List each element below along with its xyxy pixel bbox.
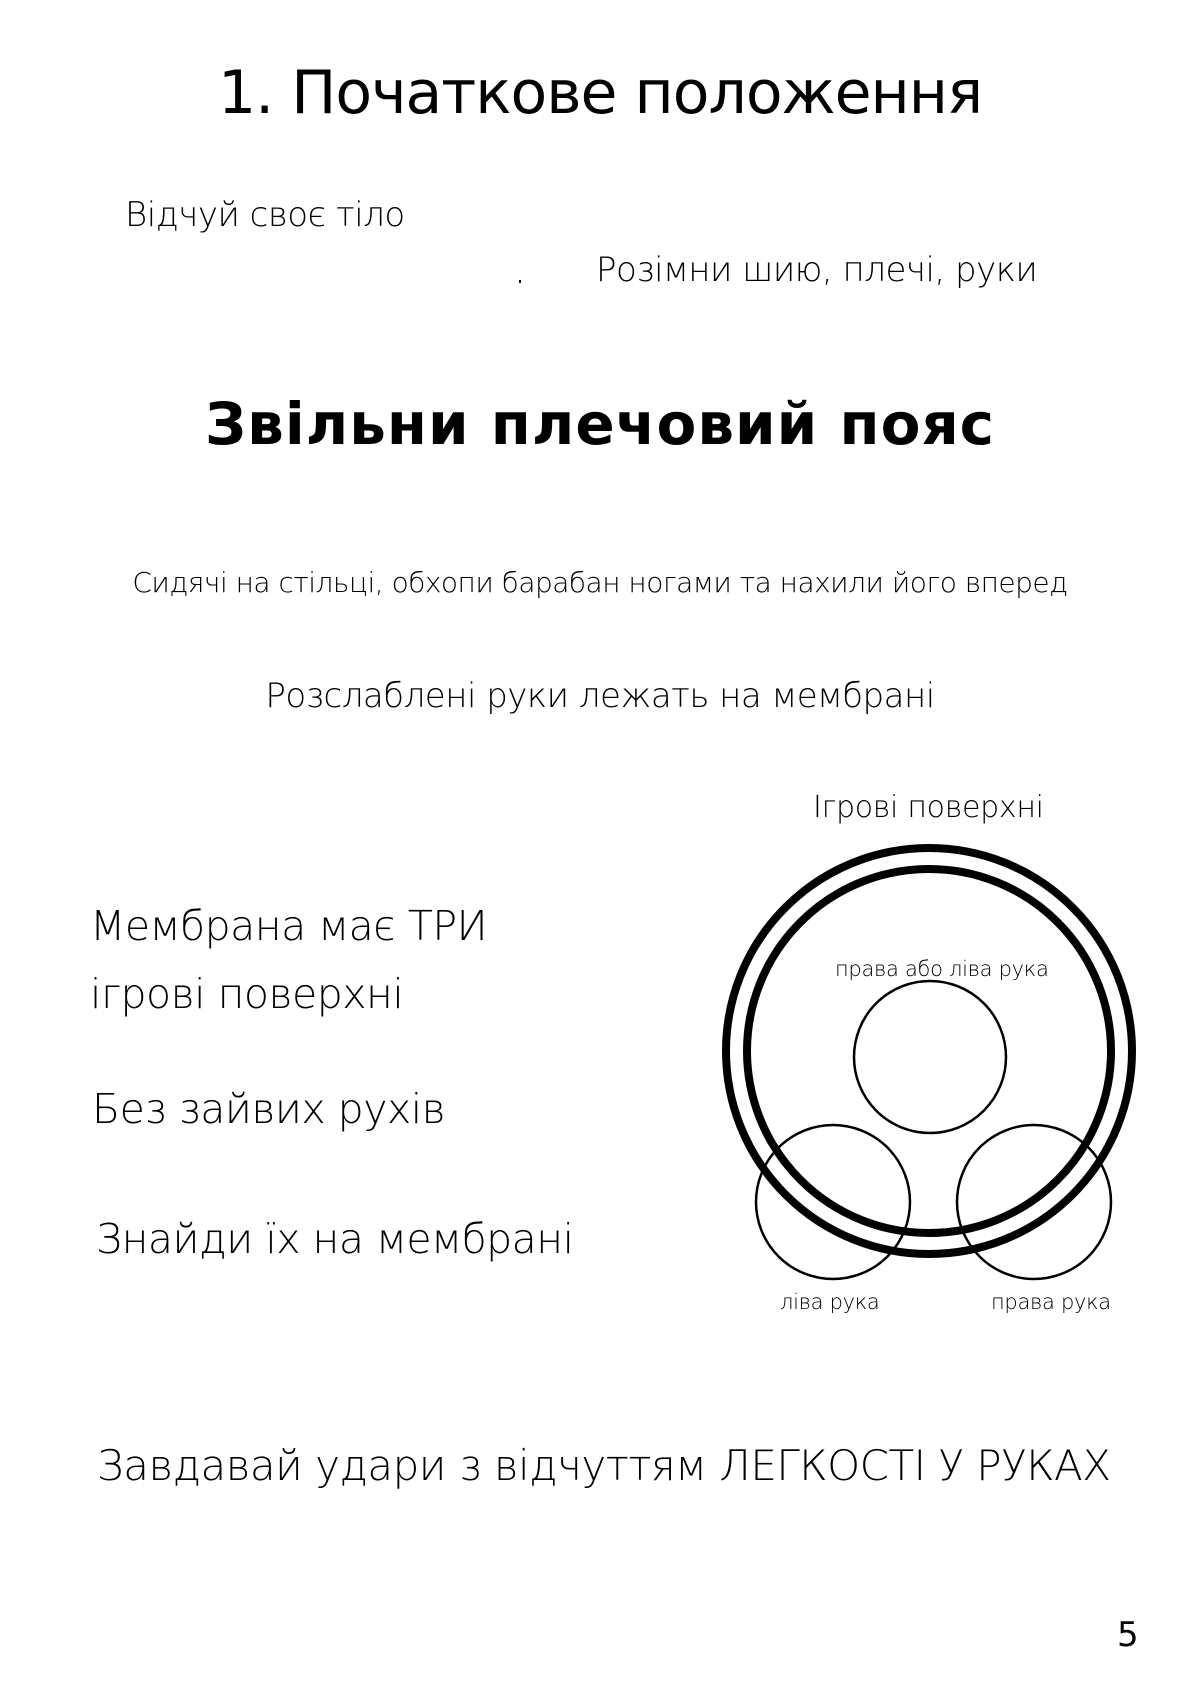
membrane-three-surfaces-text <box>90 892 487 1028</box>
right-surface-label: права рука <box>991 1290 1111 1314</box>
find-on-membrane-text: Знайди їх на мембрані <box>96 1215 574 1263</box>
center-surface-circle <box>854 981 1006 1133</box>
page-number: 5 <box>1117 1615 1139 1655</box>
stretch-text: Розімни шию, плечі, руки <box>596 250 1038 290</box>
drum-membrane-drawing <box>720 790 1150 1320</box>
strike-lightly-text: Завдавай удари з відчуттям ЛЕГКОСТІ У РУКАХ <box>97 1441 1111 1490</box>
page-title: 1. Початкове положення <box>217 58 983 128</box>
center-surface-label: права або ліва рука <box>835 957 1049 981</box>
left-surface-label: ліва рука <box>780 1290 880 1314</box>
drum-surfaces-diagram <box>720 790 1150 1320</box>
sitting-instruction: Сидячі на стільці, обхопи барабан ногами та нахили його вперед <box>132 566 1068 599</box>
stray-mark <box>519 280 521 283</box>
drum-rim-outer <box>726 848 1132 1254</box>
feel-body-text: Відчуй своє тіло <box>125 195 405 235</box>
section-heading: Звільни плечовий пояс <box>204 390 996 458</box>
relaxed-hands-text: Розслаблені руки лежать на мембрані <box>265 676 935 716</box>
no-extra-moves-text: Без зайвих рухів <box>92 1085 446 1133</box>
membrane-three-line2: ігрові поверхні <box>90 970 404 1018</box>
diagram-title: Ігрові поверхні <box>813 790 1044 825</box>
membrane-three-line1: Мембрана має ТРИ <box>90 902 488 950</box>
drum-rim-inner <box>747 869 1111 1233</box>
